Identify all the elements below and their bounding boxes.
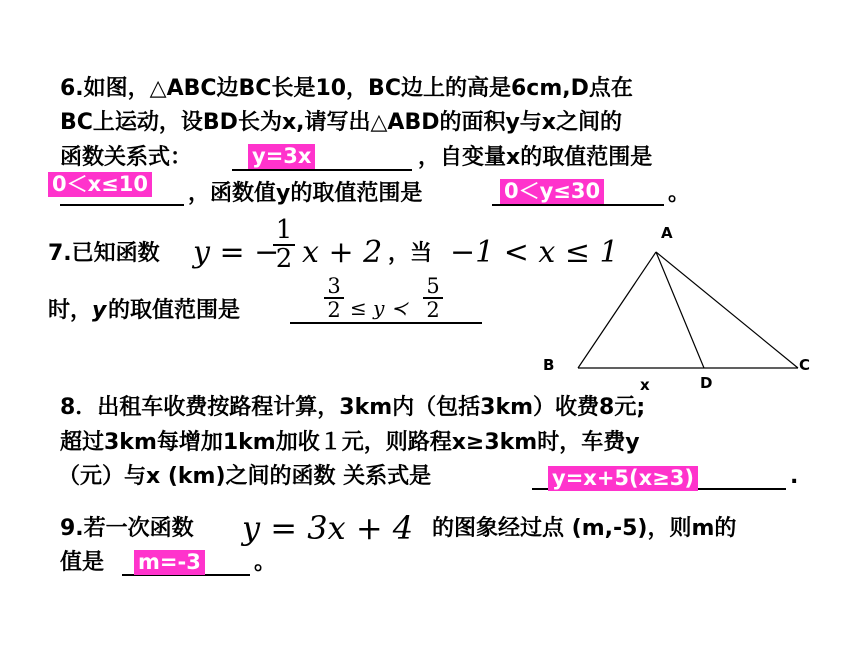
q7-prefix: 7.已知函数 [48, 241, 160, 266]
side-ab [578, 252, 656, 368]
q9-answer: m=-3 [134, 550, 205, 575]
q7-function-fraction [273, 217, 295, 274]
q8-line2: 超过3km每增加1km加收１元，则路程x≥3km时，车费y [60, 430, 640, 455]
q7-line2-suffix: 的取值范围是 [108, 298, 241, 323]
q6-answer1: y=3x [248, 144, 315, 169]
q9-prefix: 9.若一次函数 [60, 516, 194, 541]
q7-fraction-numerator: 1 [275, 215, 293, 245]
side-ac [656, 252, 798, 368]
q6-line2: BC上运动，设BD长为x,请写出△ABD的面积y与x之间的 [60, 110, 623, 135]
q9-line2-prefix: 值是 [60, 550, 105, 575]
q9-function: y = 3x + 4 [242, 509, 414, 547]
q7-function-rhs: x + 2 [302, 235, 383, 270]
q7-answer-inequality: ≤ y ≺ [350, 296, 408, 320]
q8-answer: y=x+5(x≥3) [548, 466, 698, 491]
q7-answer-fraction-upper [423, 275, 443, 321]
q6-answer3: 0＜y≤30 [500, 179, 604, 204]
q7-fraction-denominator: 2 [275, 244, 293, 275]
q9-suffix: 的图象经过点 (m,-5)，则m的 [432, 516, 737, 541]
label-a: A [661, 224, 673, 242]
q6-line4-end: 。 [668, 181, 691, 206]
q7-answer-denominator-1: 2 [327, 298, 341, 323]
label-x: x [640, 376, 650, 394]
q6-answer2-blank [60, 204, 184, 206]
segment-ad [656, 252, 704, 368]
q8-line1: 8．出租车收费按路程计算，3km内（包括3km）收费8元; [60, 395, 646, 420]
q7-answer-denominator-2: 2 [426, 298, 440, 323]
q6-answer1-blank [232, 169, 412, 171]
label-b: B [543, 356, 555, 374]
q6-line3-prefix: 函数关系式： [60, 145, 193, 170]
q7-answer-numerator-1: 3 [327, 274, 341, 298]
q6-answer3-blank [492, 204, 664, 206]
q7-line2-y: y [92, 298, 107, 323]
q8-line3-prefix: （元）与x (km)之间的函数 关系式是 [58, 464, 432, 489]
q9-line2-end: 。 [254, 550, 277, 575]
q7-line2-prefix: 时， [48, 298, 93, 323]
q6-line4-middle: ，函数值y的取值范围是 [188, 181, 423, 206]
q6-line3-suffix: ，自变量x的取值范围是 [418, 145, 653, 170]
q8-line3-end: . [790, 464, 799, 489]
q7-when: ，当 [388, 241, 433, 266]
q7-answer-fraction-lower [324, 275, 344, 321]
triangle-abc-figure [560, 240, 820, 380]
q7-function-lhs: y = − [193, 235, 280, 270]
q7-answer-blank [290, 322, 482, 324]
label-c: C [799, 356, 811, 374]
q6-answer2: 0＜x≤10 [48, 172, 152, 197]
q7-condition: −1 < x ≤ 1 [450, 235, 619, 270]
q6-line1: 6.如图，△ABC边BC长是10，BC边上的高是6cm,D点在 [60, 76, 633, 101]
label-d: D [700, 374, 713, 392]
q7-answer-numerator-2: 5 [426, 274, 440, 298]
